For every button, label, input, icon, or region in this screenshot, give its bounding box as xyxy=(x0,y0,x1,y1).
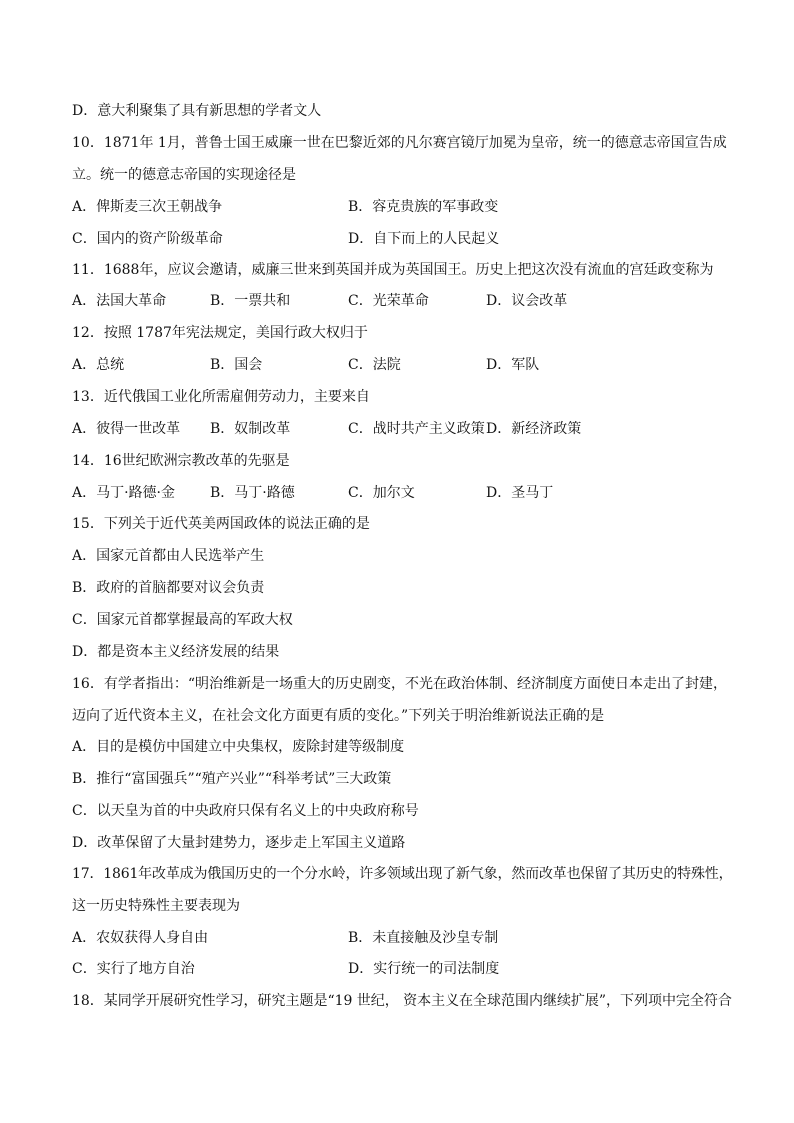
q12-option-d: D．军队 xyxy=(486,357,540,373)
q13-stem: 13．近代俄国工业化所需雇佣劳动力，主要来自 xyxy=(72,389,370,405)
q13-option-b: B．奴制改革 xyxy=(210,421,291,437)
q14-option-b: B．马丁·路德 xyxy=(210,485,295,501)
q10-stem-line1: 10．1871年 1月，普鲁士国王威廉一世在巴黎近郊的凡尔赛宫镜厅加冕为皇帝，统一的德意志帝国宣告成 xyxy=(72,135,727,151)
q18-stem: 18．某同学开展研究性学习，研究主题是“19 世纪， 资本主义在全球范围内继续扩展”，下列项中完全符合 xyxy=(72,993,732,1009)
q17-stem-line1: 17．1861年改革成为俄国历史的一个分水岭，许多领域出现了新气象，然而改革也保留了其历史的特殊性， xyxy=(72,866,733,882)
q15-option-d: D．都是资本主义经济发展的结果 xyxy=(72,644,280,660)
q13-option-c: C．战时共产主义政策 xyxy=(348,421,485,437)
q10-option-c: C．国内的资产阶级革命 xyxy=(72,231,223,247)
q16-option-d: D．改革保留了大量封建势力，逐步走上军国主义道路 xyxy=(72,835,406,851)
q16-option-a: A．目的是模仿中国建立中央集权，废除封建等级制度 xyxy=(72,739,405,755)
q15-option-a: A．国家元首都由人民选举产生 xyxy=(72,548,265,564)
q10-option-a: A．俾斯麦三次王朝战争 xyxy=(72,199,223,215)
q10-option-d: D．自下而上的人民起义 xyxy=(348,231,500,247)
q17-option-c: C．实行了地方自治 xyxy=(72,961,195,977)
q13-option-d: D．新经济政策 xyxy=(486,421,582,437)
q14-option-a: A．马丁·路德·金 xyxy=(72,485,176,501)
q17-option-d: D．实行统一的司法制度 xyxy=(348,961,500,977)
q11-option-a: A．法国大革命 xyxy=(72,293,167,309)
q14-stem: 14．16世纪欧洲宗教改革的先驱是 xyxy=(72,453,290,469)
q10-stem-line2: 立。统一的德意志帝国的实现途径是 xyxy=(72,167,296,183)
q16-stem-line1: 16．有学者指出：“明治维新是一场重大的历史剧变，不光在政治体制、经济制度方面使日本走出了封建， xyxy=(72,676,727,692)
q9-option-d: D．意大利聚集了具有新思想的学者文人 xyxy=(72,103,322,119)
q12-option-b: B．国会 xyxy=(210,357,263,373)
q15-option-b: B．政府的首脑都要对议会负责 xyxy=(72,580,265,596)
q11-option-c: C．光荣革命 xyxy=(348,293,429,309)
q12-option-a: A．总统 xyxy=(72,357,125,373)
q13-option-a: A．彼得一世改革 xyxy=(72,421,181,437)
q11-stem: 11．1688年，应议会邀请，威廉三世来到英国并成为英国国王。历史上把这次没有流血的宫廷政变称为 xyxy=(72,262,714,278)
q10-option-b: B．容克贵族的军事政变 xyxy=(348,199,499,215)
q15-stem: 15．下列关于近代英美两国政体的说法正确的是 xyxy=(72,516,370,532)
q14-option-c: C．加尔文 xyxy=(348,485,415,501)
q17-option-a: A．农奴获得人身自由 xyxy=(72,930,209,946)
q11-option-d: D．议会改革 xyxy=(486,293,568,309)
q16-option-b: B．推行“富国强兵”“殖产兴业”“科举考试”三大政策 xyxy=(72,771,392,787)
q17-option-b: B．未直接触及沙皇专制 xyxy=(348,930,499,946)
q16-stem-line2: 迈向了近代资本主义，在社会文化方面更有质的变化。”下列关于明治维新说法正确的是 xyxy=(72,708,605,724)
q12-stem: 12．按照 1787年宪法规定，美国行政大权归于 xyxy=(72,325,368,341)
q16-option-c: C．以天皇为首的中央政府只保有名义上的中央政府称号 xyxy=(72,803,419,819)
q17-stem-line2: 这一历史特殊性主要表现为 xyxy=(72,898,240,914)
q11-option-b: B．一票共和 xyxy=(210,293,291,309)
q12-option-c: C．法院 xyxy=(348,357,401,373)
q14-option-d: D．圣马丁 xyxy=(486,485,554,501)
q15-option-c: C．国家元首都掌握最高的军政大权 xyxy=(72,612,293,628)
